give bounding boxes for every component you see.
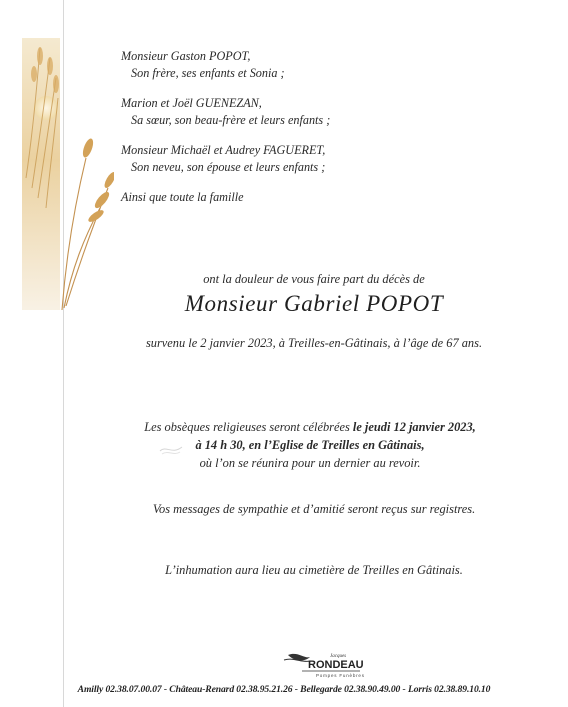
- family-entry: [121, 95, 441, 128]
- family-name: Monsieur Gaston POPOT,: [121, 49, 251, 63]
- funeral-date: le jeudi 12 janvier 2023,: [352, 420, 476, 434]
- messages-note: Vos messages de sympathie et d’amitié seront reçus sur registres.: [152, 502, 476, 516]
- rondeau-logo: [280, 651, 370, 679]
- family-relation: Sa sœur, son beau-frère et leurs enfants ;: [131, 112, 331, 127]
- faint-stamp-mark: [158, 441, 184, 457]
- family-relation: Son neveu, son épouse et leurs enfants ;: [131, 159, 326, 174]
- death-details: survenu le 2 janvier 2023, à Treilles-en-Gâtinais, à l’âge de 67 ans.: [145, 336, 483, 350]
- family-name: Marion et Joël GUENEZAN,: [121, 96, 262, 110]
- footer-contacts: Amilly 02.38.07.00.07 - Château-Renard 02.38.95.21.26 - Bellegarde 02.38.90.49.00 - Lorris 02.38.89.10.10: [77, 684, 491, 695]
- funeral-intro: Les obsèques religieuses seront célébrées: [144, 420, 353, 434]
- family-entry: [121, 142, 441, 175]
- funeral-gathering: où l’on se réunira pour un dernier au revoir.: [199, 456, 421, 470]
- deceased-name: Monsieur Gabriel POPOT: [184, 291, 444, 316]
- logo-small-text: Jacques: [330, 654, 347, 659]
- family-relation: Son frère, ses enfants et Sonia ;: [131, 65, 285, 80]
- funeral-time-place: à 14 h 30, en l’Eglise de Treilles en Gâtinais,: [195, 438, 425, 452]
- family-entry: [121, 48, 441, 81]
- logo-brand-text: RONDEAU: [308, 659, 364, 671]
- announcement: ont la douleur de vous faire part du décès de: [203, 272, 425, 286]
- wheat-illustration: [22, 38, 114, 310]
- burial-note: L’inhumation aura lieu au cimetière de Treilles en Gâtinais.: [165, 563, 463, 577]
- family-list: [121, 48, 441, 206]
- closing-family: Ainsi que toute la famille: [121, 190, 244, 204]
- logo-tagline-text: Pompes Funèbres: [316, 673, 365, 678]
- family-name: Monsieur Michaël et Audrey FAGUERET,: [121, 143, 326, 157]
- funeral-line-1: [120, 418, 500, 436]
